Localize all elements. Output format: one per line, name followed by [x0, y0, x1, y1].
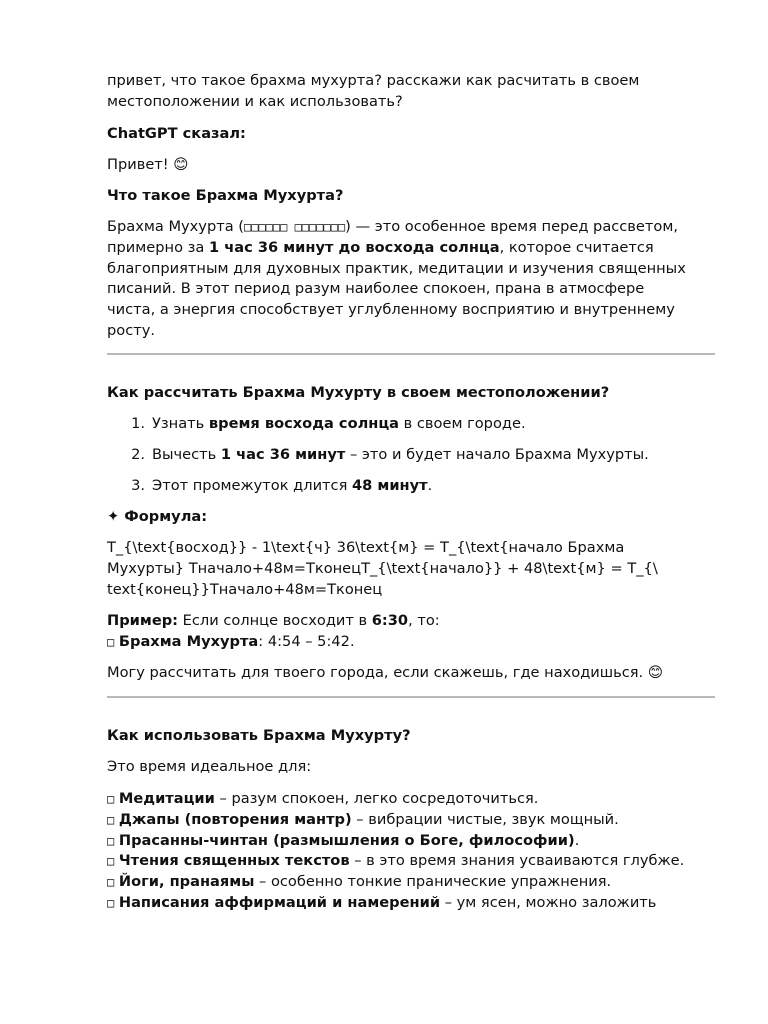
text-fragment: примерно за	[107, 238, 209, 256]
usage-intro: Это время идеальное для:	[107, 758, 312, 775]
text-fragment: Узнать	[152, 415, 209, 432]
text-line: благоприятным для духовных практик, медитации и изучения священных	[107, 259, 686, 277]
user-message-line: привет, что такое брахма мухурта? расскажи как расчитать в своем	[107, 72, 640, 89]
bold-fragment: 1 час 36 минут	[220, 446, 346, 463]
bold-fragment: Брахма Мухурта	[118, 632, 259, 650]
missing-glyph-boxes: □□□□□□ □□□□□□□	[244, 220, 346, 234]
text-fragment: в своем городе.	[399, 415, 526, 432]
formula-line: Мухурты} Tначало+48м=TконецT_{\text{начало}} + 48\text{м} = T_{\	[107, 559, 658, 577]
what-is-paragraph	[107, 217, 715, 342]
text-fragment: – разум спокоен, легко сосредоточиться.	[214, 790, 539, 807]
greeting: Привет! 😊	[107, 156, 189, 173]
user-message-line: местоположении и как использовать?	[107, 92, 403, 110]
user-message	[107, 71, 715, 113]
assistant-label: ChatGPT сказал:	[107, 125, 246, 142]
text-line: росту.	[107, 321, 155, 339]
list-item	[107, 831, 715, 852]
text-fragment: Этот промежуток длится	[152, 477, 352, 494]
bold-fragment: Прасанны-чинтан (размышления о Боге, философии)	[118, 831, 575, 849]
list-number: 3.	[131, 477, 145, 494]
text-fragment: Брахма Мухурта (	[107, 218, 244, 235]
text-fragment: ) — это особенное время перед рассветом,	[345, 218, 678, 235]
bold-fragment: Джапы (повторения мантр)	[118, 810, 352, 828]
section-heading-usage: Как использовать Брахма Мухурту?	[107, 727, 411, 744]
list-item	[107, 851, 715, 872]
divider	[107, 696, 715, 698]
list-item	[107, 893, 715, 914]
text-fragment: – это и будет начало Брахма Мухурты.	[345, 446, 649, 463]
missing-glyph-icon: □	[107, 812, 115, 827]
missing-glyph-icon: □	[107, 792, 115, 806]
example-label: Пример:	[107, 612, 178, 629]
text-line: чиста, а энергия способствует углубленному восприятию и внутреннему	[107, 301, 675, 319]
list-item	[107, 789, 715, 810]
section-heading-calc: Как рассчитать Брахма Мухурту в своем местоположении?	[107, 384, 610, 401]
text-fragment: Если солнце восходит в	[178, 612, 372, 629]
offer-text: Могу рассчитать для твоего города, если скажешь, где находишься. 😊	[107, 664, 664, 681]
example-time: 6:30	[371, 612, 409, 629]
text-fragment: – в это время знания усваиваются глубже.	[349, 852, 685, 870]
missing-glyph-icon: □	[107, 833, 115, 848]
bold-fragment: Написания аффирмаций и намерений	[118, 893, 441, 911]
formula-text	[107, 538, 715, 600]
missing-glyph-icon: □	[107, 854, 115, 869]
text-fragment: – вибрации чистые, звук мощный.	[351, 810, 619, 828]
text-fragment: – ум ясен, можно заложить	[440, 893, 657, 911]
bold-fragment: Йоги, пранаямы	[118, 873, 255, 891]
formula-line: text{конец}}Tначало+48м=Tконец	[107, 580, 383, 598]
text-fragment: .	[574, 831, 580, 849]
example	[107, 611, 715, 653]
missing-glyph-icon: □	[107, 895, 115, 910]
bold-fragment: 48 минут	[352, 477, 428, 494]
bold-fragment: время восхода солнца	[208, 415, 400, 432]
bold-fragment: Чтения священных текстов	[118, 852, 350, 870]
text-fragment: .	[427, 477, 433, 494]
text-fragment: , то:	[408, 612, 440, 629]
list-number: 1.	[131, 415, 145, 432]
section-heading-what-is: Что такое Брахма Мухурта?	[107, 187, 344, 204]
text-fragment: – особенно тонкие пранические упражнения.	[254, 873, 612, 891]
list-number: 2.	[131, 446, 145, 463]
list-item	[107, 810, 715, 831]
bold-fragment: 1 час 36 минут до восхода солнца	[209, 238, 500, 256]
list-item	[107, 872, 715, 893]
text-fragment: , которое считается	[499, 238, 654, 256]
divider	[107, 353, 715, 355]
formula-line: T_{\text{восход}} - 1\text{ч} 36\text{м} = T_{\text{начало Брахма	[107, 539, 625, 556]
usage-list	[107, 789, 715, 914]
text-line: писаний. В этот период разум наиболее спокоен, прана в атмосфере	[107, 280, 645, 298]
formula-label: ✦ Формула:	[107, 508, 208, 525]
text-fragment: : 4:54 – 5:42.	[258, 632, 355, 650]
bold-fragment: Медитации	[118, 790, 215, 807]
text-fragment: Вычесть	[152, 446, 221, 463]
missing-glyph-icon: □	[107, 634, 115, 649]
missing-glyph-icon: □	[107, 875, 115, 890]
